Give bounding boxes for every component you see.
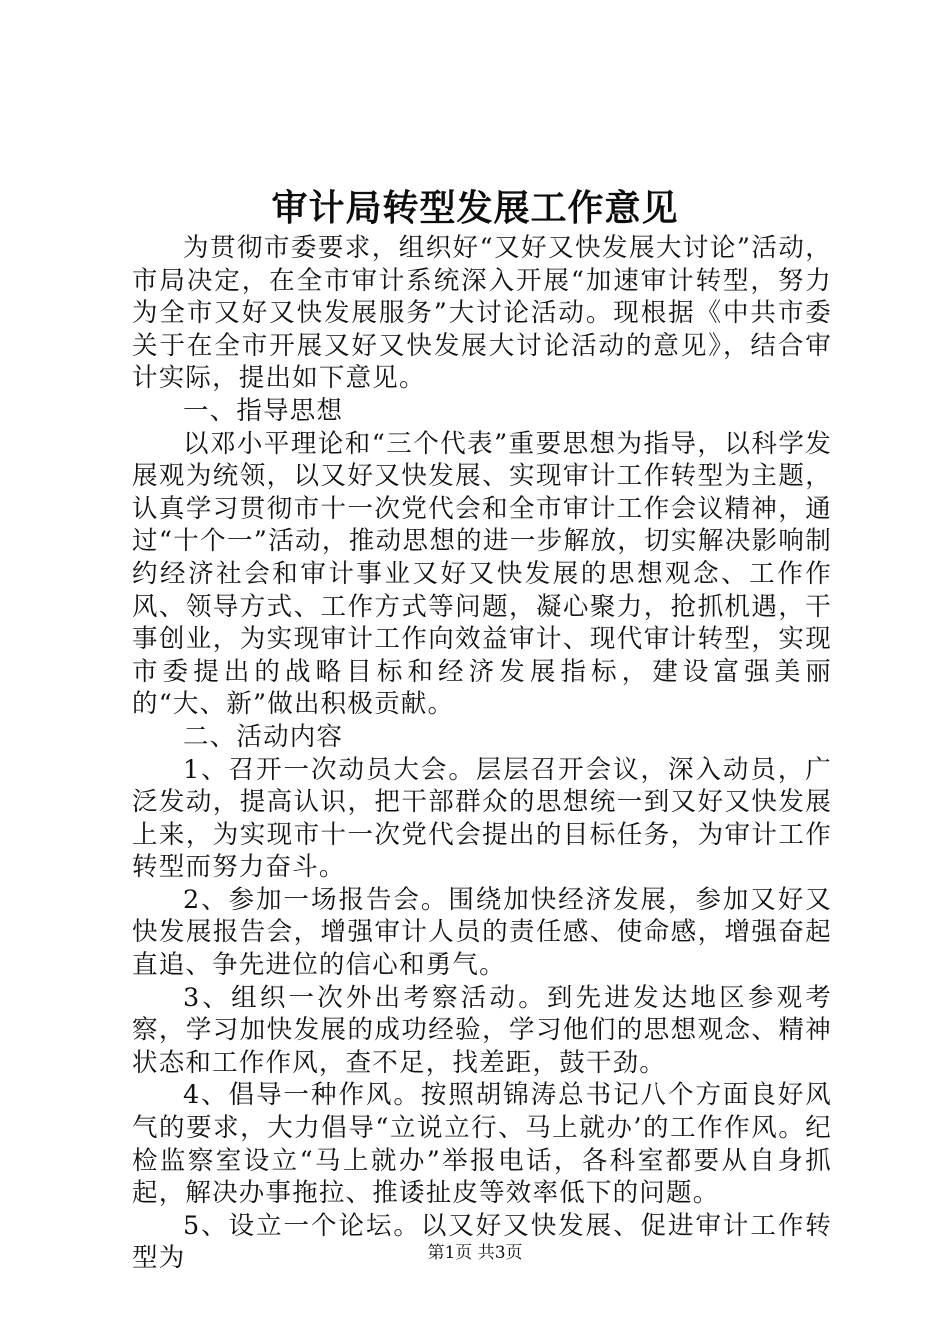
paragraph-item-5: 5、设立一个论坛。以又好又快发展、促进审计工作转型为 [132,1210,832,1274]
section-heading-activities: 二、活动内容 [183,721,344,752]
paragraph-item-3: 3、组织一次外出考察活动。到先进发达地区参观考察，学习加快发展的成功经验，学习他们的思想观念、精神状态和工作作风，查不足，找差距，鼓干劲。 [132,982,832,1078]
document-body [132,232,832,1275]
paragraph-intro: 为贯彻市委要求，组织好“又好又快发展大讨论”活动，市局决定，在全市审计系统深入开展“加速审计转型，努力为全市又好又快发展服务”大讨论活动。现根据《中共市委关于在全市开展又好又快发展大讨论活动的意见》，结合审计实际，提出如下意见。 [132,233,832,394]
page-number-footer: 第1页 共3页 [427,1243,523,1263]
paragraph-guiding-thought: 以邓小平理论和“三个代表”重要思想为指导，以科学发展观为统领，以又好又快发展、实现审计工作转型为主题，认真学习贯彻市十一次党代会和全市审计工作会议精神，通过“十个一”活动，推动思想的进一步解放，切实解决影响制约经济社会和审计事业又好又快发展的思想观念、工作作风、领导方式、工作方式等问题，凝心聚力，抢抓机遇，干事创业，为实现审计工作向效益审计、现代审计转型，实现市委提出的战略目标和经济发展指标，建设富强美丽的“大、新”做出积极贡献。 [132,428,832,720]
paragraph-item-1: 1、召开一次动员大会。层层召开会议，深入动员，广泛发动，提高认识，把干部群众的思想统一到又好又快发展上来，为实现市十一次党代会提出的目标任务，为审计工作转型而努力奋斗。 [132,754,832,883]
document-title: 审计局转型发展工作意见 [271,187,679,229]
section-heading-guiding-thought: 一、指导思想 [183,395,344,426]
paragraph-item-4: 4、倡导一种作风。按照胡锦涛总书记八个方面良好风气的要求，大力倡导“立说立行、马上就办’的工作作风。纪检监察室设立“马上就办”举报电话，各科室都要从自身抓起，解决办事拖拉、推诿扯皮等效率低下的问题。 [132,1080,832,1209]
paragraph-item-2: 2、参加一场报告会。围绕加快经济发展，参加又好又快发展报告会，增强审计人员的责任感、使命感，增强奋起直追、争先进位的信心和勇气。 [132,884,832,981]
